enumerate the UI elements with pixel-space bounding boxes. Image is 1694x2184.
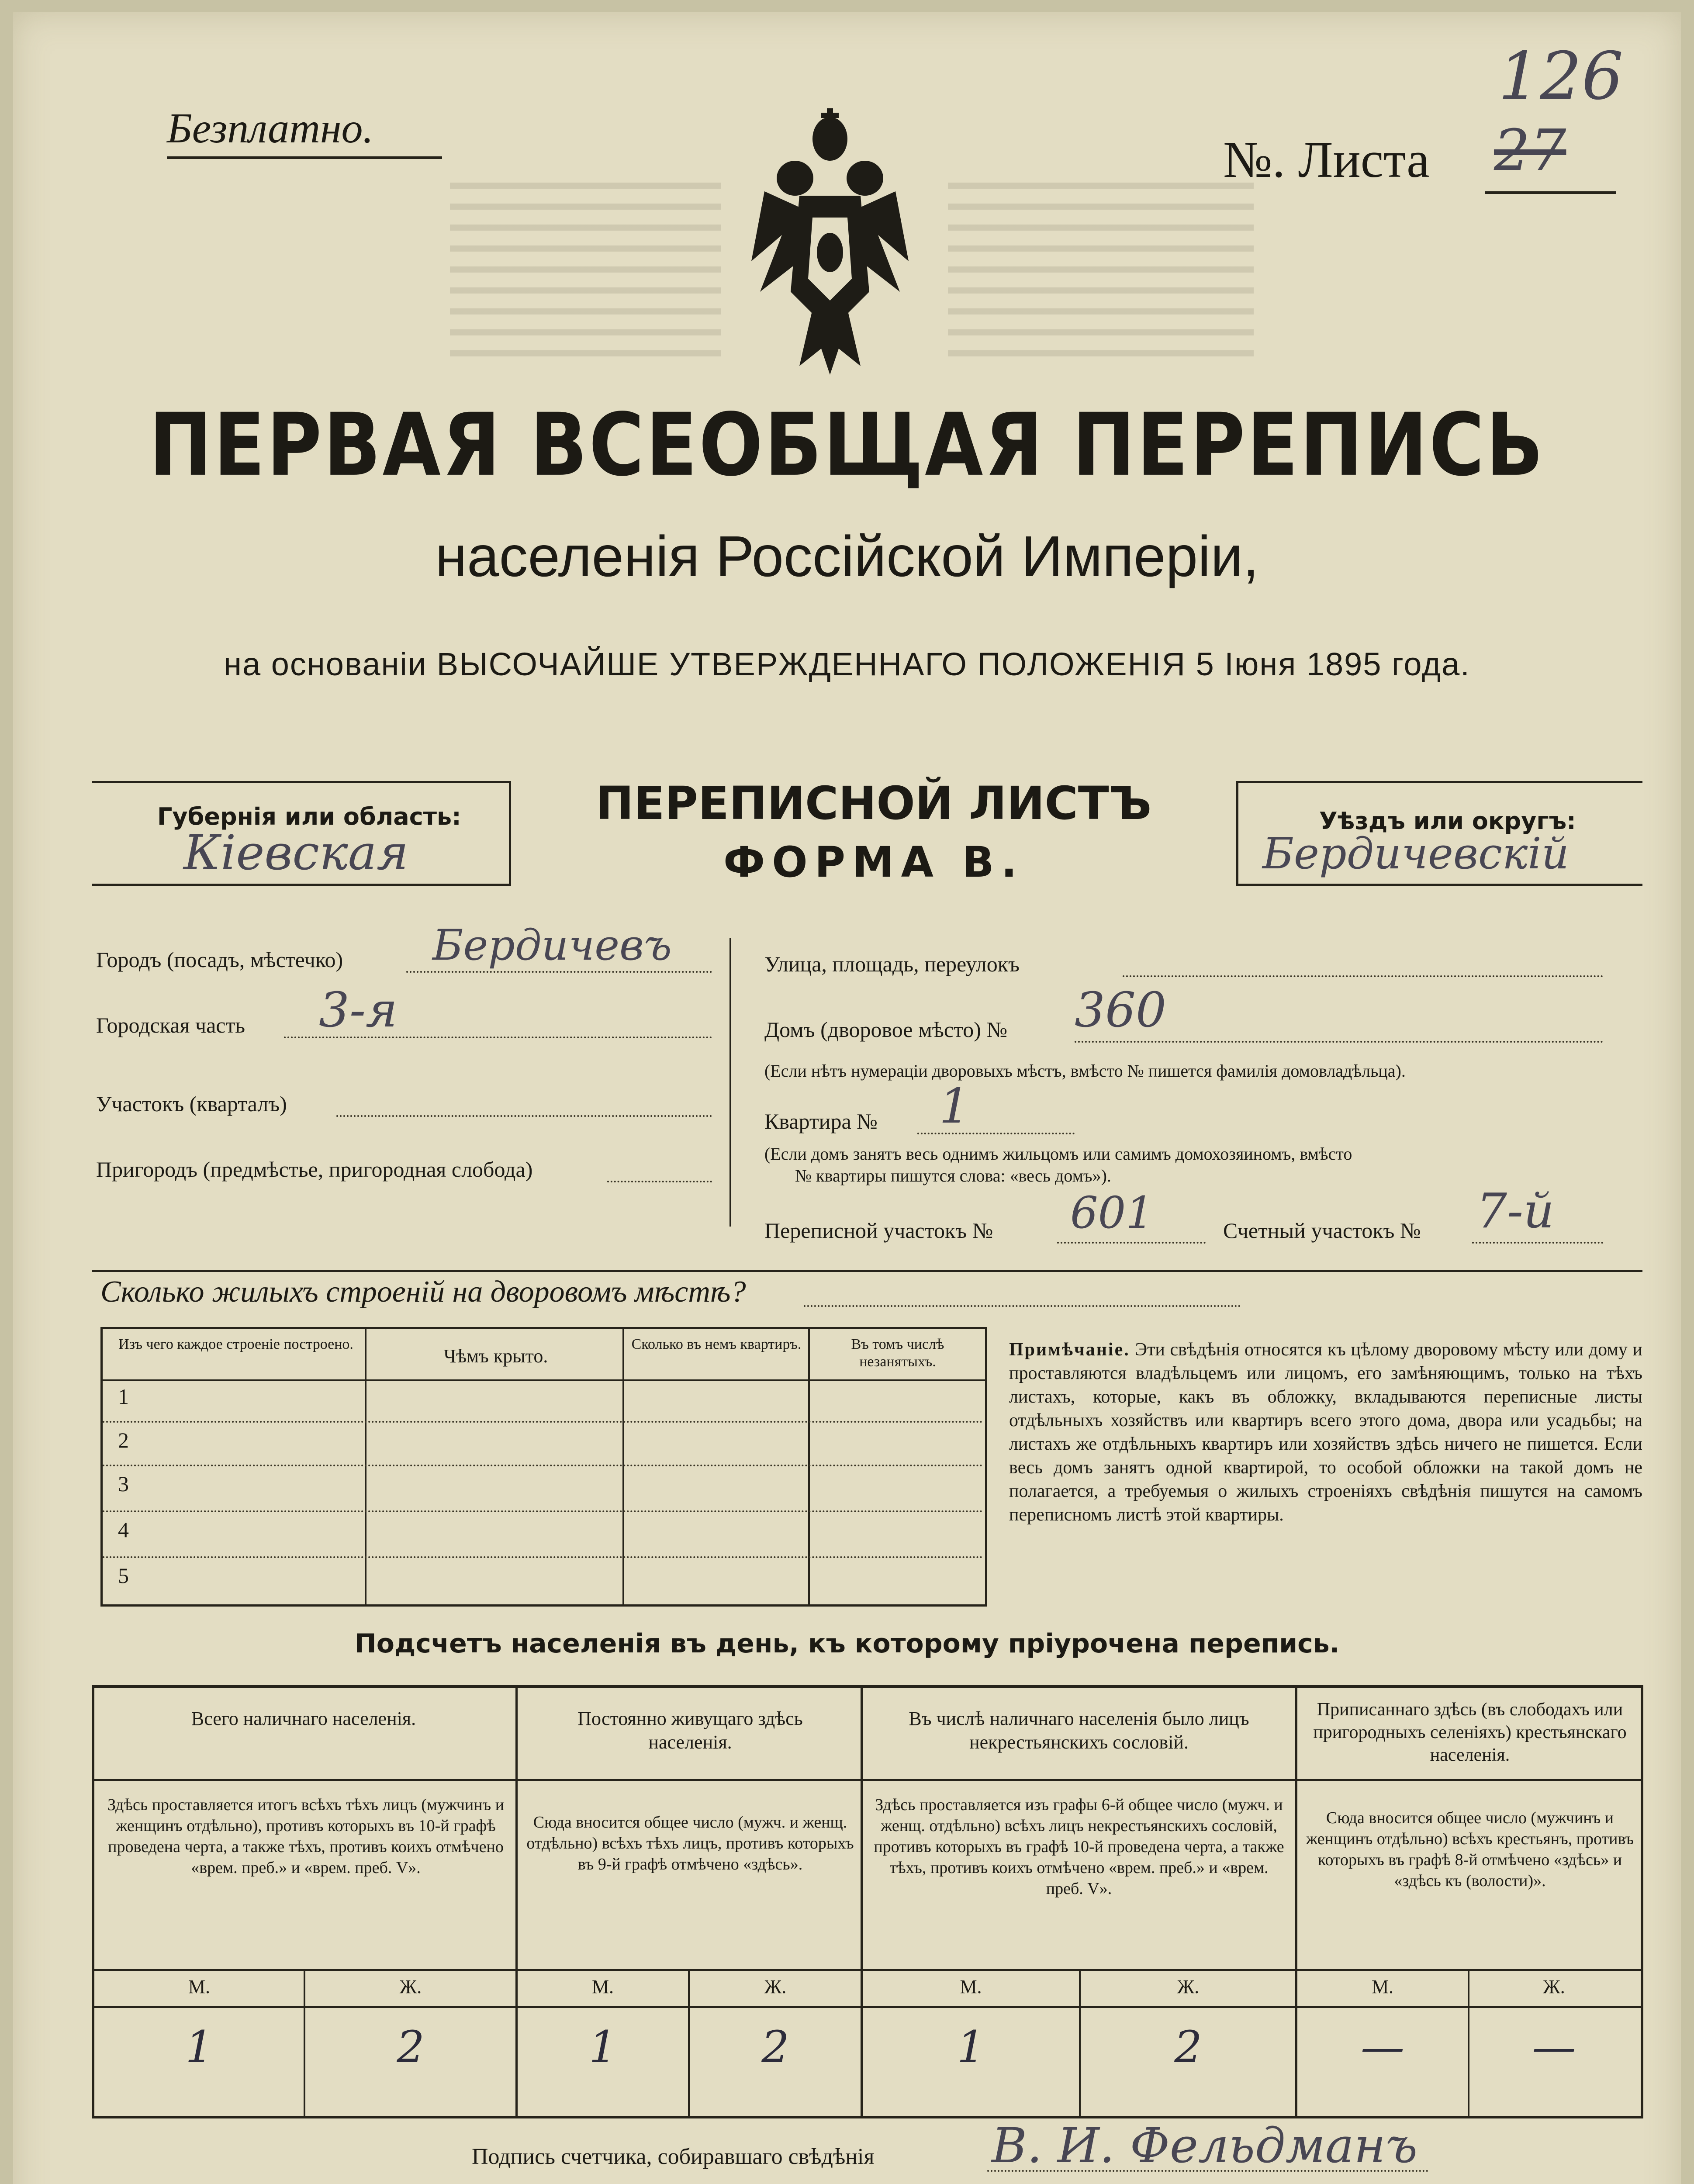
count-col-4-f-label: Ж. <box>1543 1976 1565 1997</box>
count-col-3-f-label: Ж. <box>1177 1976 1200 1997</box>
census-main-title: ПЕРВАЯ ВСЕОБЩАЯ ПЕРЕПИСЬ <box>149 394 1545 496</box>
house-value: 360 <box>1075 982 1166 1038</box>
buildings-row-3: 3 <box>118 1472 129 1496</box>
count-col-2-f: 2 <box>761 2022 789 2073</box>
count-col-2-m-label: М. <box>591 1976 614 1997</box>
form-band-bottom-left <box>92 884 511 886</box>
count-col-1-f-label: Ж. <box>399 1976 422 1997</box>
count-col-1-title: Всего наличнаго населенія. <box>191 1708 416 1729</box>
suburb-label: Пригородъ (предмѣстье, пригородная слобода) <box>96 1157 533 1182</box>
buildings-col-apartments: Сколько въ немъ квартиръ. <box>631 1336 802 1352</box>
count-col-3-m: 1 <box>957 2022 985 2073</box>
form-band-right-edge <box>1236 781 1238 886</box>
city-label-text: Городъ (посадъ, мѣстечко) <box>96 947 343 972</box>
count-col-3-m-label: М. <box>960 1976 982 1997</box>
free-label: Безплатно. <box>167 105 374 152</box>
census-form-sheet <box>13 12 1681 2184</box>
address-bottom-rule <box>92 1270 1642 1272</box>
province-value: Кіевская <box>183 825 409 881</box>
count-section-value: 7-й <box>1476 1183 1554 1239</box>
count-section-label: Счетный участокъ № <box>1223 1218 1421 1243</box>
census-basis: на основаніи ВЫСОЧАЙШЕ УТВЕРЖДЕННАГО ПОЛОЖЕНІЯ 5 Іюня 1895 года. <box>224 646 1470 682</box>
buildings-row-5: 5 <box>118 1563 129 1588</box>
enumerator-signature-label: Подпись счетчика, собиравшаго свѣдѣнія <box>472 2144 875 2169</box>
count-section-dotline <box>1472 1242 1603 1244</box>
city-dotline <box>406 971 712 973</box>
census-section-label: Переписной участокъ № <box>764 1218 993 1243</box>
census-section-dotline <box>1057 1242 1206 1244</box>
suburb-dotline <box>607 1181 712 1182</box>
buildings-row-1: 1 <box>118 1384 129 1409</box>
count-mf-sep-3 <box>1079 1969 1081 2116</box>
buildings-col-sep-3 <box>808 1329 810 1604</box>
count-col-1-m: 1 <box>185 2022 213 2073</box>
district-value: Бердичевскій <box>1262 829 1569 879</box>
free-underline <box>167 156 442 159</box>
count-col-4-desc: Сюда вносится общее число (мужчинъ и женщинъ отдѣльно) всѣхъ крестьянъ, противъ которыхъ въ графѣ 8-й отмѣчено «здѣсь» и «здѣсь къ (волости)». <box>1306 1809 1634 1890</box>
count-col-2-desc: Сюда вносится общее число (мужч. и женщ. отдѣльно) всѣхъ тѣхъ лицъ, противъ которыхъ въ 9-й графѣ отмѣчено «здѣсь». <box>526 1813 854 1873</box>
count-col-2-m: 1 <box>589 2022 617 2073</box>
buildings-rowline-1 <box>103 1421 983 1423</box>
count-mf-bottom-rule <box>94 2006 1641 2008</box>
count-col-2-f-label: Ж. <box>764 1976 787 1997</box>
count-title-rule <box>94 1779 1641 1781</box>
city-label <box>96 947 343 972</box>
count-col-4-title: Приписаннаго здѣсь (въ слободахъ или пригородныхъ селеніяхъ) крестьянскаго населенія. <box>1313 1700 1627 1765</box>
count-col-3-desc: Здѣсь проставляется изъ графы 6-й общее число (мужч. и женщ. отдѣльно) всѣхъ лицъ некрестьянскихъ сословій, противъ которыхъ въ графѣ 10-й проведена черта, а также тѣхъ, противъ коихъ отмѣчено «врем. преб.» и «врем. преб. V». <box>874 1796 1284 1898</box>
buildings-col-sep-2 <box>622 1329 624 1604</box>
buildings-col-vacant: Въ томъ числѣ незанятыхъ. <box>851 1336 944 1370</box>
count-col-4-f: — <box>1532 2022 1576 2073</box>
census-section-value: 601 <box>1070 1187 1154 1238</box>
apartment-value: 1 <box>939 1078 970 1134</box>
buildings-col-sep-1 <box>365 1329 366 1604</box>
buildings-question: Сколько жилыхъ строеній на дворовомъ мѣстѣ? <box>100 1275 746 1309</box>
form-name: ПЕРЕПИСНОЙ ЛИСТЪ <box>595 777 1152 830</box>
count-col-1-m-label: М. <box>188 1976 211 1997</box>
plot-label: Участокъ (кварталъ) <box>96 1092 287 1116</box>
buildings-row-2: 2 <box>118 1428 129 1452</box>
buildings-col-material: Изъ чего каждое строеніе построено. <box>118 1336 353 1352</box>
buildings-rowline-4 <box>103 1556 983 1558</box>
street-label: Улица, площадь, переулокъ <box>764 952 1020 976</box>
enumerator-signature: В. И. Фельдманъ <box>992 2118 1418 2174</box>
buildings-row-4: 4 <box>118 1517 129 1542</box>
form-band-top-left <box>92 781 511 783</box>
form-code: ФОРМА В. <box>723 838 1024 887</box>
census-subtitle: населенія Россійской Имперіи, <box>435 524 1259 588</box>
count-col-3-title: Въ числѣ наличнаго населенія было лицъ некрестьянскихъ сословій. <box>909 1708 1249 1753</box>
address-divider <box>729 938 731 1227</box>
city-part-value: 3-я <box>319 982 398 1038</box>
count-mf-sep-2 <box>688 1969 690 2116</box>
province-label: Губернія или область: <box>157 803 461 830</box>
form-band-bottom-right <box>1236 884 1642 886</box>
buildings-col-roof: Чѣмъ крыто. <box>443 1345 548 1367</box>
apartment-note-1: (Если домъ занятъ весь однимъ жильцомъ или самимъ домохозяиномъ, вмѣсто <box>764 1144 1352 1164</box>
buildings-note <box>1009 1338 1642 1527</box>
city-value: Бердичевъ <box>432 921 672 970</box>
buildings-dotline <box>804 1305 1241 1307</box>
count-mf-sep-4 <box>1468 1969 1469 2116</box>
street-dotline <box>1123 975 1603 977</box>
count-mf-top-rule <box>94 1969 1641 1971</box>
sheet-number-crossed: 27 <box>1494 117 1566 183</box>
buildings-rowline-3 <box>103 1510 983 1512</box>
count-col-4-m-label: М. <box>1371 1976 1394 1997</box>
house-note: (Если нѣтъ нумераціи дворовыхъ мѣстъ, вмѣсто № пишется фамилія домовладѣльца). <box>764 1061 1406 1081</box>
district-label: Уѣздъ или округъ: <box>1319 807 1576 835</box>
sheet-number-underline <box>1485 191 1616 194</box>
note-text: Эти свѣдѣнія относятся къ цѣлому дворовому мѣсту или дому и проставляются владѣльцемъ или лицомъ, его замѣняющимъ, только на тѣхъ листахъ, которые, какъ въ обложку, вкладываются переписные листы отдѣльныхъ хозяйствъ или квартиръ всего этого дома, двора или усадьбы; на листахъ же отдѣльныхъ квартиръ или хозяйствъ здѣсь ничего не пишется. Если весь домъ занятъ одной квартирой, то особой обложки на такой домъ не полагается, а требуемыя о жилыхъ строеніяхъ свѣдѣнія пишутся на самомъ переписномъ листѣ этой квартиры. <box>1009 1340 1642 1525</box>
apartment-label: Квартира № <box>764 1109 878 1133</box>
count-heading: Подсчетъ населенія въ день, къ которому пріурочена перепись. <box>354 1628 1340 1659</box>
apartment-note-2: № квартиры пишутся слова: «весь домъ»). <box>795 1166 1111 1185</box>
sheet-number-label: №. Листа <box>1223 131 1430 188</box>
bleed-through-right <box>948 183 1254 366</box>
count-col-4-m: — <box>1361 2022 1404 2073</box>
imperial-eagle-emblem <box>747 104 913 384</box>
count-col-2-title: Постоянно живущаго здѣсь населенія. <box>577 1708 803 1753</box>
note-heading: Примѣчаніе. <box>1009 1340 1130 1360</box>
sheet-number-handwritten: 126 <box>1498 38 1624 114</box>
house-label: Домъ (дворовое мѣсто) № <box>764 1017 1008 1042</box>
count-col-1-desc: Здѣсь проставляется итогъ всѣхъ тѣхъ лицъ (мужчинъ и женщинъ отдѣльно), противъ которыхъ въ 10-й графѣ проведена черта, а также тѣхъ, противъ коихъ отмѣчено «врем. преб.» и «врем. преб. V». <box>107 1796 505 1877</box>
form-band-top-right <box>1236 781 1642 783</box>
buildings-header-rule <box>103 1379 985 1381</box>
count-col-1-f: 2 <box>397 2022 425 2073</box>
house-dotline <box>1075 1041 1603 1043</box>
count-col-3-f: 2 <box>1174 2022 1202 2073</box>
bleed-through-left <box>450 183 721 366</box>
plot-dotline <box>336 1115 712 1117</box>
city-part-label: Городская часть <box>96 1013 245 1037</box>
buildings-rowline-2 <box>103 1465 983 1466</box>
